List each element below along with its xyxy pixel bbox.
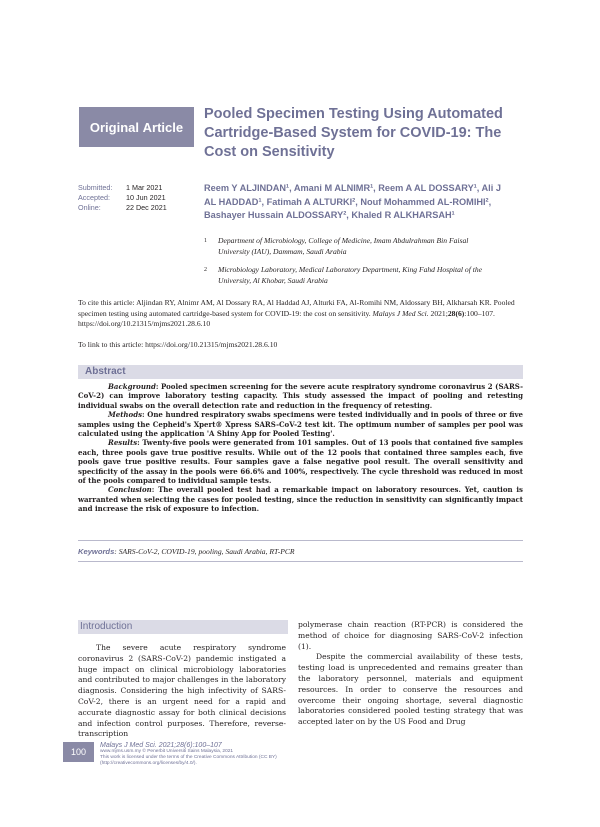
- affiliation-text: Microbiology Laboratory, Medical Laboratory Department, King Fahd Hospital of the University, Al Khobar, Saudi Arabia: [218, 265, 483, 285]
- conclusion-label: Conclusion: [108, 485, 152, 495]
- submitted-value: 1 Mar 2021: [126, 183, 163, 192]
- abstract-header-bar: [78, 365, 523, 379]
- keywords-bottom-divider: [78, 561, 523, 562]
- introduction-heading: Introduction: [80, 621, 133, 632]
- background-label: Background: [108, 382, 156, 391]
- keywords: [78, 547, 295, 556]
- keywords-label: Keywords: [78, 547, 115, 556]
- intro-paragraph-1-continued: polymerase chain reaction (RT-PCR) is considered the method of choice for diagnosing SARS-CoV-2 infection (1).: [298, 620, 523, 651]
- submitted-label: Submitted:: [78, 183, 113, 192]
- publication-dates: [78, 183, 167, 213]
- keywords-text: : SARS-CoV-2, COVID-19, pooling, Saudi Arabia, RT-PCR: [114, 547, 295, 556]
- abstract-results: [78, 438, 523, 485]
- online-date-row: [78, 203, 167, 213]
- citation-volume: 28(6): [447, 308, 465, 318]
- abstract-methods: [78, 410, 523, 438]
- affiliation-1: [204, 236, 494, 257]
- intro-paragraph-1: The severe acute respiratory syndrome coronavirus 2 (SARS-CoV-2) pandemic instigated a huge impact on clinical microbiology laboratories and contributed to major challenges in the laboratory diagnosis. Considering the high infectivity of SARS-CoV-2, there is an urgent need for a rapid and accurate diagnostic assay for both clinical decisions and infection control purposes. Therefore, reverse-transcription: [78, 643, 286, 739]
- methods-label: Methods: [108, 410, 143, 420]
- citation-journal: Malays J Med Sci.: [372, 308, 429, 318]
- citation: [78, 298, 523, 330]
- citation-year: 2021;: [428, 308, 448, 318]
- affiliation-number: 1: [204, 238, 207, 244]
- background-text: : Pooled specimen screening for the severe acute respiratory syndrome coronavirus 2 (SARS-CoV-2) can improve laboratory testing capacity. This study assessed the impact of pooling and retesting individual swabs on the overall detection rate and reduction in the frequency of retesting.: [78, 382, 523, 410]
- footer-license: This work is licensed under the terms of the Creative Commons Attribution (CC BY): [100, 755, 277, 761]
- page-footer: [100, 742, 277, 767]
- keywords-top-divider: [78, 540, 523, 541]
- badge-word-original: Original: [89, 119, 140, 135]
- results-label: Results: [108, 438, 138, 448]
- citation-text: To cite this article: Aljindan RY, Alnimr AM, Al Dossary RA, Al Haddad AJ, Alturki FA, Al-Romihi NM, Aldossary BH, Alkharsah KR. Pooled specimen testing using automated cartridge-based system for COVID-19: the cost on sensitivity.: [78, 298, 515, 318]
- intro-left-column: [78, 643, 286, 740]
- accepted-label: Accepted:: [78, 193, 110, 202]
- submitted-date-row: [78, 183, 167, 193]
- page-number: 100: [63, 742, 94, 762]
- footer-journal: Malays J Med Sci. 2021;28(6):100–107: [100, 742, 222, 749]
- intro-right-column: [298, 620, 523, 728]
- online-value: 22 Dec 2021: [126, 203, 167, 212]
- affiliation-2: [204, 265, 494, 286]
- methods-text: : One hundred respiratory swabs specimens were tested individually and in pools of three or five samples using the Cepheid's Xpert® Xpress SARS-CoV-2 test kit. The optimum number of samples per pool was calculated using the application 'A Shiny App for Pooled Testing'.: [78, 410, 523, 439]
- badge-word-article: Article: [142, 119, 184, 135]
- affiliation-number: 2: [204, 267, 207, 273]
- footer-license-url[interactable]: (http://creativecommons.org/licenses/by/4.0/).: [100, 761, 197, 766]
- author-list: Reem Y ALJINDAN¹, Amani M ALNIMR¹, Reem A AL DOSSARY¹, Ali J AL HADDAD¹, Fatimah A ALTURKI², Nouf Mohammed AL-ROMIHI², Bashayer Hussain ALDOSSARY², Khaled R ALKHARSAH¹: [204, 183, 501, 220]
- intro-paragraph-2: Despite the commercial availability of these tests, testing load is unprecedented and remains greater than the laboratory personnel, materials and equipment resources. In order to conserve the resources and overcome their ongoing shortage, several diagnostic laboratories considered pooled testing strategy that was accepted later on by the US Food and Drug: [298, 652, 523, 727]
- footer-site[interactable]: www.mjms.usm.my © Penerbit Universiti Sains Malaysia, 2021: [100, 749, 234, 755]
- article-type-badge: [79, 107, 194, 147]
- results-text: : Twenty-five pools were generated from 101 samples. Out of 13 pools that contained five samples each, three pools gave true positive results. While out of the 12 pools that contained three samples each, five pools gave true positive results. Four samples gave a false negative pool result. The overall sensitivity and specificity of the assay in the pools were 66.6% and 100%, respectively. The cycle threshold was reduced in most of the pools compared to individual sample tests.: [78, 438, 523, 486]
- article-link[interactable]: To link to this article: https://doi.org/10.21315/mjms2021.28.6.10: [78, 340, 278, 349]
- conclusion-text: : The overall pooled test had a remarkable impact on laboratory resources. Yet, caution is warranted when selecting the cases for pooled testing, since the reduction in sensitivity can significantly impact and increase the risk of exposure to infection.: [78, 485, 523, 514]
- introduction-header-bar: [78, 620, 288, 634]
- abstract-background: [78, 382, 523, 410]
- abstract-body: [78, 382, 523, 514]
- abstract-conclusion: [78, 485, 523, 513]
- affiliation-text: Department of Microbiology, College of Medicine, Imam Abdulrahman Bin Faisal University (IAU), Dammam, Saudi Arabia: [218, 236, 469, 256]
- article-title: Pooled Specimen Testing Using Automated Cartridge-Based System for COVID-19: The Cost on Sensitivity: [204, 106, 503, 160]
- online-label: Online:: [78, 203, 101, 212]
- citation-doi[interactable]: :100–107. https://doi.org/10.21315/mjms2021.28.6.10: [78, 308, 495, 328]
- accepted-value: 10 Jun 2021: [126, 193, 166, 202]
- abstract-heading: Abstract: [85, 366, 126, 377]
- accepted-date-row: [78, 193, 167, 203]
